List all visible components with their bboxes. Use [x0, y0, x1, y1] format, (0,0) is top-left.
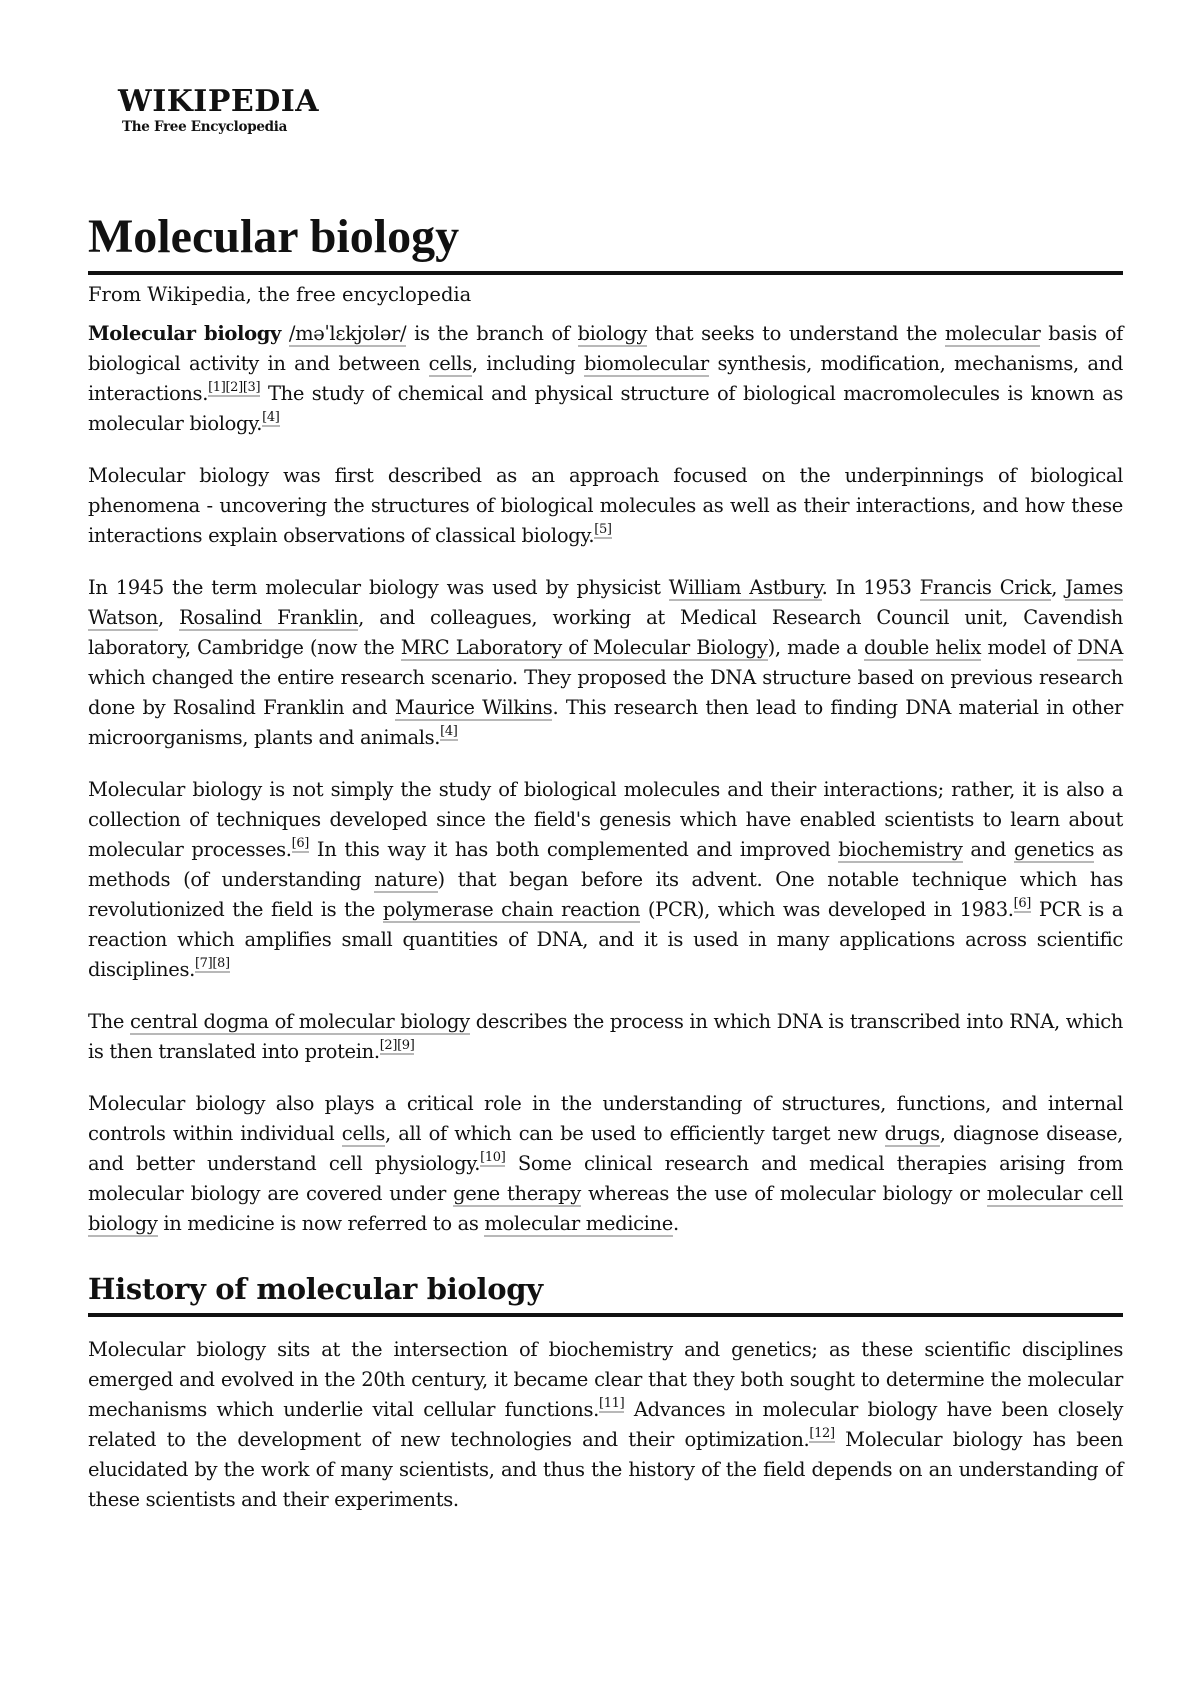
intro-paragraph-3	[88, 573, 1123, 753]
link-james-watson[interactable]: James Watson	[88, 576, 1123, 629]
text: , including	[471, 352, 584, 375]
link-mrc-lmb[interactable]: MRC Laboratory of Molecular Biology	[400, 636, 768, 659]
term-bold: Molecular biology	[88, 322, 282, 345]
text: describes the process in which DNA is transcribed into RNA, which is then translated into protein.	[88, 1010, 1123, 1063]
text: , all of which can be used to efficiently target new	[385, 1122, 885, 1145]
text: . In 1953	[821, 576, 920, 599]
ref-4[interactable]: [4]	[440, 724, 458, 739]
history-paragraph-1	[88, 1335, 1123, 1515]
link-dna[interactable]: DNA	[1077, 636, 1123, 659]
ref-4[interactable]: [4]	[262, 410, 280, 425]
link-william-astbury[interactable]: William Astbury	[668, 576, 822, 599]
text: in medicine is now referred to as	[157, 1212, 485, 1235]
logo-tagline: The Free Encyclopedia	[122, 119, 288, 135]
text: (PCR), which was developed in 1983.	[640, 898, 1014, 921]
text: Molecular biology sits at the intersection of biochemistry and genetics; as these scientific disciplines emerged and evolved in the 20th century, it became clear that they both sought to determine the molecular mechanisms which underlie vital cellular functions.	[88, 1338, 1123, 1421]
link-biochemistry[interactable]: biochemistry	[838, 838, 963, 861]
text: synthesis, modification, mechanisms, and interactions.	[88, 352, 1124, 405]
intro-paragraph-2	[88, 461, 1123, 551]
intro-paragraph-4	[88, 775, 1123, 985]
ref-10[interactable]: [10]	[480, 1150, 506, 1165]
ref-6[interactable]: [6]	[1013, 896, 1032, 911]
text: that seeks to understand the	[647, 322, 945, 345]
ref-3[interactable]: [3]	[242, 380, 261, 395]
text: basis of biological activity in and between	[88, 322, 1123, 375]
text: Advances in molecular biology have been closely related to the development of new technologies and their optimization.	[88, 1398, 1123, 1451]
ref-8[interactable]: [8]	[212, 956, 230, 971]
text: ,	[158, 606, 180, 629]
intro-paragraph-1	[88, 319, 1123, 439]
link-biology[interactable]: biology	[577, 322, 647, 345]
text: Molecular biology was first described as an approach focused on the underpinnings of biological phenomena - uncovering the structures of biological molecules as well as their interactions, and how these interactions explain observations of classical biology.	[88, 464, 1123, 547]
link-rosalind-franklin[interactable]: Rosalind Franklin	[179, 606, 359, 629]
ref-6[interactable]: [6]	[291, 836, 310, 851]
link-central-dogma[interactable]: central dogma of molecular biology	[130, 1010, 470, 1033]
link-francis-crick[interactable]: Francis Crick	[919, 576, 1052, 599]
text: The	[88, 1010, 131, 1033]
link-nature[interactable]: nature	[374, 868, 438, 891]
text: Molecular biology is not simply the study of biological molecules and their interactions; rather, it is also a collection of techniques developed since the field's genesis which have enabled scientists to learn about molecular processes.	[88, 778, 1123, 861]
text: ), made a	[767, 636, 864, 659]
link-maurice-wilkins[interactable]: Maurice Wilkins	[394, 696, 553, 719]
ref-2[interactable]: [2]	[379, 1038, 398, 1053]
text: .	[672, 1212, 679, 1235]
ref-5[interactable]: [5]	[594, 522, 612, 537]
link-molecular-medicine[interactable]: molecular medicine	[484, 1212, 673, 1235]
text: . This research then lead to finding DNA material in other microorganisms, plants and animals.	[88, 696, 1123, 749]
section-heading-history: History of molecular biology	[88, 1267, 1123, 1317]
ref-11[interactable]: [11]	[599, 1396, 625, 1411]
ref-7[interactable]: [7]	[194, 956, 213, 971]
link-molecular-cell-biology[interactable]: molecular cell biology	[88, 1182, 1123, 1235]
text: Molecular biology also plays a critical role in the understanding of structures, functions, and internal controls within individual	[88, 1092, 1123, 1145]
link-biomolecular[interactable]: biomolecular	[583, 352, 709, 375]
link-drugs[interactable]: drugs	[884, 1122, 940, 1145]
text: , diagnose disease, and better understand cell physiology.	[88, 1122, 1124, 1175]
text: is the branch of	[406, 322, 578, 345]
link-genetics[interactable]: genetics	[1013, 838, 1095, 861]
text: whereas the use of molecular biology or	[580, 1182, 987, 1205]
ref-9[interactable]: [9]	[397, 1038, 415, 1053]
text: In this way it has both complemented and improved	[309, 838, 839, 861]
text: , and colleagues, working at Medical Research Council unit, Cavendish laboratory, Cambridge (now the	[88, 606, 1123, 659]
page-title: Molecular biology	[88, 205, 1123, 275]
ref-1[interactable]: [1]	[208, 380, 226, 395]
ref-12[interactable]: [12]	[809, 1426, 835, 1441]
text: as methods (of understanding	[88, 838, 1123, 891]
link-pcr[interactable]: polymerase chain reaction	[382, 898, 641, 921]
link-molecular[interactable]: molecular	[944, 322, 1041, 345]
article-content	[88, 205, 1123, 1537]
link-cells[interactable]: cells	[428, 352, 472, 375]
link-gene-therapy[interactable]: gene therapy	[453, 1182, 581, 1205]
ref-2[interactable]: [2]	[225, 380, 243, 395]
text: Molecular biology has been elucidated by the work of many scientists, and thus the history of the field depends on an understanding of these scientists and their experiments.	[88, 1428, 1123, 1511]
text: The study of chemical and physical structure of biological macromolecules is known as molecular biology.	[88, 382, 1123, 435]
text: model of	[981, 636, 1078, 659]
text: which changed the entire research scenario. They proposed the DNA structure based on previous research done by Rosalind Franklin and	[88, 666, 1123, 719]
pronunciation-link[interactable]: /məˈlɛkjʊlər/	[288, 322, 407, 345]
wikipedia-logo[interactable]	[118, 86, 319, 136]
link-double-helix[interactable]: double helix	[863, 636, 982, 659]
text: In 1945 the term molecular biology was used by physicist	[88, 576, 669, 599]
text: ,	[1051, 576, 1066, 599]
text: Some clinical research and medical therapies arising from molecular biology are covered under	[88, 1152, 1123, 1205]
text: and	[962, 838, 1014, 861]
text: PCR is a reaction which amplifies small quantities of DNA, and it is used in many applications across scientific disciplines.	[88, 898, 1123, 981]
intro-paragraph-6	[88, 1089, 1123, 1239]
text: ) that began before its advent. One notable technique which has revolutionized the field is the	[88, 868, 1123, 921]
logo-wordmark: WIKIPEDIA	[118, 84, 320, 119]
intro-paragraph-5	[88, 1007, 1123, 1067]
from-wikipedia-line: From Wikipedia, the free encyclopedia	[88, 283, 472, 306]
link-cells[interactable]: cells	[341, 1122, 385, 1145]
